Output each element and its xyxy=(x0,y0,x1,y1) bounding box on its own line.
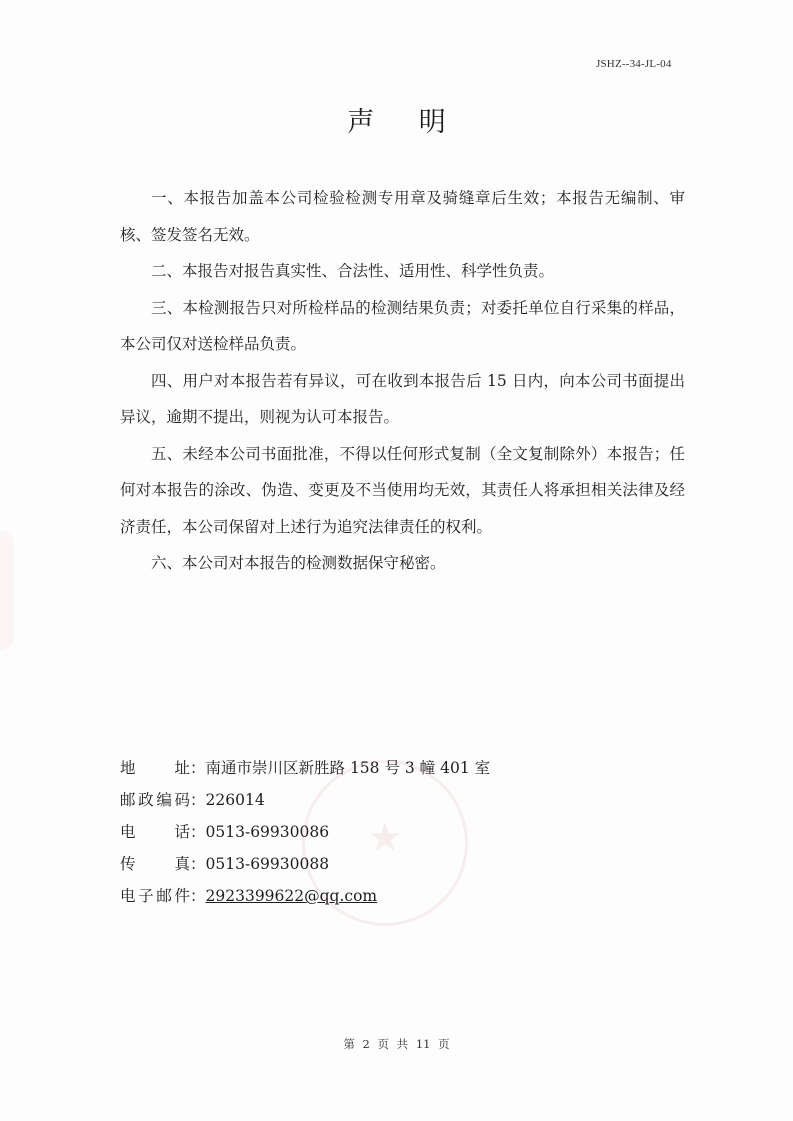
seal-bleed-mark xyxy=(0,530,14,650)
address-label: 地址 xyxy=(120,759,190,777)
address-value: 南通市崇川区新胜路 158 号 3 幢 401 室 xyxy=(205,759,491,777)
fax-value: 0513-69930088 xyxy=(205,855,330,873)
contact-row-address xyxy=(120,752,520,784)
postcode-separator: ： xyxy=(190,791,206,809)
clause-3: 三、本检测报告只对所检样品的检测结果负责；对委托单位自行采集的样品，本公司仅对送检样品负责。 xyxy=(120,298,685,353)
fax-label: 传真 xyxy=(120,855,190,873)
clause-6: 六、本公司对本报告的检测数据保守秘密。 xyxy=(151,554,446,572)
clause-1: 一、本报告加盖本公司检验检测专用章及骑缝章后生效；本报告无编制、审核、签发签名无效。 xyxy=(120,189,685,244)
postcode-label: 邮政编码 xyxy=(120,791,190,809)
fax-separator: ： xyxy=(190,855,206,873)
address-separator: ： xyxy=(190,759,206,777)
page-title: 声 明 xyxy=(347,107,464,138)
page-indicator: 第 2 页 共 11 页 xyxy=(343,1037,450,1051)
clause-5: 五、未经本公司书面批准，不得以任何形式复制（全文复制除外）本报告；任何对本报告的涂改、伪造、变更及不当使用均无效，其责任人将承担相关法律及经济责任，本公司保留对上述行为追究法律责任的权利。 xyxy=(120,444,685,536)
clause-4: 四、用户对本报告若有异议，可在收到本报告后 15 日内，向本公司书面提出异议，逾期不提出，则视为认可本报告。 xyxy=(120,371,685,426)
contact-row-fax xyxy=(120,848,520,880)
seal-star-icon: ★ xyxy=(367,815,403,861)
contact-row-postcode xyxy=(120,784,520,816)
document-code: JSHZ--34-JL-04 xyxy=(596,58,672,70)
phone-label: 电话 xyxy=(120,823,190,841)
clause-2: 二、本报告对报告真实性、合法性、适用性、科学性负责。 xyxy=(151,262,555,280)
email-label: 电子邮件 xyxy=(120,887,190,905)
statement-clauses xyxy=(120,180,685,582)
email-separator: ： xyxy=(190,887,206,905)
email-link[interactable]: 2923399622@qq.com xyxy=(205,887,378,905)
contact-row-phone xyxy=(120,816,520,848)
contact-row-email xyxy=(120,880,520,912)
contact-info xyxy=(120,752,520,912)
phone-separator: ： xyxy=(190,823,206,841)
phone-value: 0513-69930086 xyxy=(205,823,330,841)
postcode-value: 226014 xyxy=(205,791,265,809)
